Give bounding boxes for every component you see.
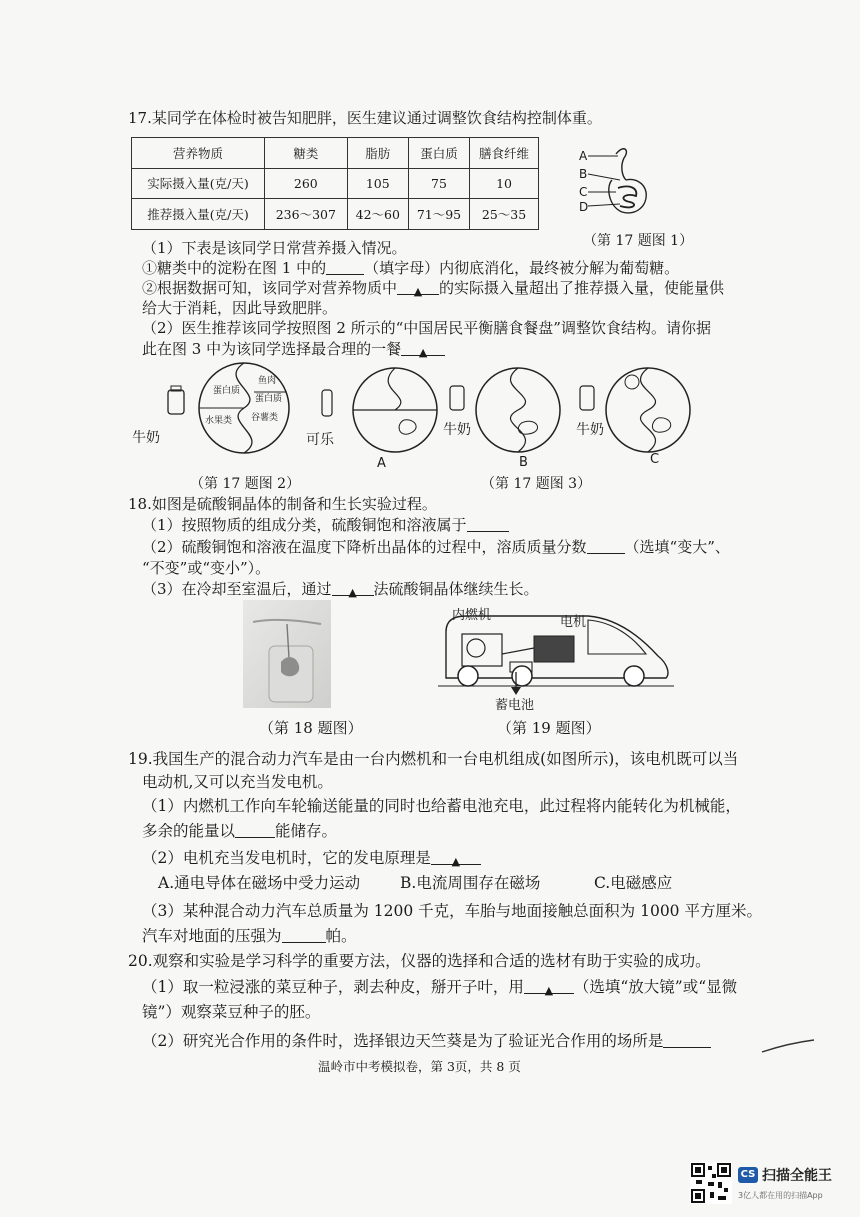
plate-label: 谷薯类 [251, 413, 279, 423]
q19-part1-cont [142, 821, 337, 841]
meal-options-figure [312, 360, 692, 460]
q18-part2 [142, 537, 730, 557]
table-header-row [132, 138, 539, 169]
brand-tagline: 3亿人都在用的扫描App [738, 1191, 823, 1200]
text-segment: （2）硫酸铜饱和溶液在温度下降析出晶体的过程中，溶质质量分数 [142, 538, 587, 556]
text-segment: 多余的能量以 [142, 822, 236, 840]
q19-title: 19.我国生产的混合动力汽车是由一台内燃机和一台电机组成(如图所示)，该电机既可以当 [128, 750, 739, 768]
q20-title: 20.观察和实验是学习科学的重要方法，仪器的选择和合适的选材有助于实验的成功。 [128, 952, 711, 970]
text-segment: （2）电机充当发电机时，它的发电原理是 [142, 849, 431, 867]
q19-part2 [142, 848, 481, 868]
option-c-label: C [650, 452, 660, 467]
q17-part1a [142, 258, 679, 278]
cs-logo-icon: CS [738, 1167, 758, 1183]
text-segment: （选填“变大”、 [624, 538, 730, 556]
q20-part2 [142, 1031, 711, 1051]
crystal-growth-photo [243, 600, 331, 708]
plate-label: 鱼肉 [258, 376, 277, 386]
fig18-caption: （第 18 题图） [259, 719, 363, 737]
text-segment: 的实际摄入量超出了推荐摄入量，使能量供 [439, 279, 725, 297]
q20-part1-cont: 镜”）观察菜豆种子的胚。 [142, 1003, 321, 1021]
digestive-system-figure [574, 140, 674, 222]
answer-blank [235, 823, 275, 838]
q17-part1b [142, 278, 724, 298]
q17-part1b-cont: 给大于消耗，因此导致肥胖。 [142, 299, 338, 317]
table-cell: 75 [408, 168, 469, 199]
engine-label: 内燃机 [452, 608, 492, 623]
q19-part1: （1）内燃机工作向车轮输送能量的同时也给蓄电池充电，此过程将内能转化为机械能， [142, 797, 741, 815]
brand-name: 扫描全能王 [762, 1167, 832, 1184]
answer-blank [663, 1033, 711, 1048]
text-segment: （1）按照物质的组成分类，硫酸铜饱和溶液属于 [142, 516, 467, 534]
table-cell: 膳食纤维 [470, 138, 539, 169]
table-cell: 42～60 [347, 199, 408, 230]
text-segment: 汽车对地面的压强为 [142, 927, 282, 945]
answer-blank [401, 341, 445, 359]
table-cell: 蛋白质 [408, 138, 469, 169]
drink-label: 可乐 [306, 432, 334, 448]
text-segment: （3）在冷却至室温后，通过 [142, 580, 332, 598]
answer-blank [326, 260, 364, 275]
text-segment: 帕。 [325, 927, 357, 945]
fig1-caption: （第 17 题图 1） [583, 233, 694, 249]
table-cell: 71～95 [408, 199, 469, 230]
fig2-caption: （第 17 题图 2） [190, 476, 301, 492]
answer-blank [397, 280, 439, 298]
text-segment: 此在图 3 中为该同学选择最合理的一餐 [142, 340, 402, 358]
balanced-diet-plate-figure [158, 362, 308, 462]
motor-label: 电机 [560, 615, 587, 630]
answer-blank [431, 850, 481, 868]
q20-part1 [142, 977, 737, 997]
battery-label: 蓄电池 [495, 698, 535, 713]
qr-code-icon [690, 1162, 732, 1204]
q18-part1 [142, 515, 509, 535]
fig1-label-a: A [579, 149, 588, 163]
q19-option-c: C.电磁感应 [594, 874, 673, 892]
answer-blank [282, 928, 326, 943]
q19-part3: （3）某种混合动力汽车总质量为 1200 千克，车胎与地面接触总面积为 1000 平方厘米。 [142, 902, 762, 920]
q18-title: 18.如图是硫酸铜晶体的制备和生长实验过程。 [128, 495, 437, 513]
q17-title: 17.某同学在体检时被告知肥胖，医生建议通过调整饮食结构控制体重。 [128, 109, 602, 127]
q17-part2: （2）医生推荐该同学按照图 2 所示的“中国居民平衡膳食餐盘”调整饮食结构。请你据 [142, 319, 711, 337]
table-cell: 糖类 [265, 138, 348, 169]
drink-label: 牛奶 [443, 422, 471, 438]
answer-blank [332, 581, 374, 599]
table-cell: 营养物质 [132, 138, 265, 169]
table-row [132, 199, 539, 230]
text-segment: ①糖类中的淀粉在图 1 中的 [142, 259, 327, 277]
option-a-label: A [377, 456, 386, 471]
triangle-marker: ▲ [451, 855, 461, 868]
table-cell: 实际摄入量(克/天) [132, 168, 265, 199]
answer-blank [467, 517, 509, 532]
text-segment: （2）研究光合作用的条件时，选择银边天竺葵是为了验证光合作用的场所是 [142, 1032, 664, 1050]
fig1-label-b: B [579, 167, 588, 181]
q19-option-b: B.电流周围存在磁场 [400, 874, 541, 892]
answer-blank [524, 979, 574, 997]
q17-part1: （1）下表是该同学日常营养摄入情况。 [142, 239, 407, 257]
text-segment: 法硫酸铜晶体继续生长。 [373, 580, 539, 598]
arrow-down-icon [510, 672, 522, 696]
drink-label: 牛奶 [576, 422, 604, 438]
q17-part2-cont [142, 339, 445, 359]
page-footer: 温岭市中考模拟卷，第 3页，共 8 页 [318, 1059, 521, 1074]
pen-stroke-mark [760, 1038, 816, 1054]
text-segment: （填字母）内彻底消化，最终被分解为葡萄糖。 [364, 259, 680, 277]
triangle-marker: ▲ [544, 984, 554, 997]
fig19-caption: （第 19 题图） [497, 719, 601, 737]
table-cell: 推荐摄入量(克/天) [132, 199, 265, 230]
q19-title-cont: 电动机,又可以充当发电机。 [142, 773, 333, 791]
q19-part3-cont [142, 926, 357, 946]
scanner-brand [738, 1164, 832, 1185]
plate-label: 蛋白质 [213, 386, 241, 396]
text-segment: （选填“放大镜”或“显微 [573, 978, 738, 996]
answer-blank [587, 539, 625, 554]
milk-label: 牛奶 [132, 430, 160, 446]
table-cell: 脂肪 [347, 138, 408, 169]
table-cell: 10 [470, 168, 539, 199]
triangle-marker: ▲ [413, 285, 423, 298]
text-segment: （1）取一粒浸涨的菜豆种子，剥去种皮，掰开子叶，用 [142, 978, 524, 996]
fig1-label-d: D [579, 200, 589, 214]
table-row [132, 168, 539, 199]
table-cell: 260 [265, 168, 348, 199]
fig3-caption: （第 17 题图 3） [481, 476, 592, 492]
q18-part2-cont: “不变”或“变小”）。 [142, 559, 271, 577]
q19-option-a: A.通电导体在磁场中受力运动 [158, 874, 361, 892]
plate-label: 蛋白质 [255, 394, 283, 404]
table-cell: 236～307 [265, 199, 348, 230]
nutrition-table [131, 137, 539, 230]
triangle-marker: ▲ [348, 586, 357, 599]
table-cell: 25～35 [470, 199, 539, 230]
q18-part3 [142, 579, 539, 599]
fig1-label-c: C [579, 185, 588, 199]
option-b-label: B [519, 455, 528, 470]
table-cell: 105 [347, 168, 408, 199]
text-segment: 能储存。 [275, 822, 338, 840]
plate-label: 水果类 [205, 416, 233, 426]
triangle-marker: ▲ [418, 346, 428, 359]
text-segment: ②根据数据可知，该同学对营养物质中 [142, 279, 398, 297]
